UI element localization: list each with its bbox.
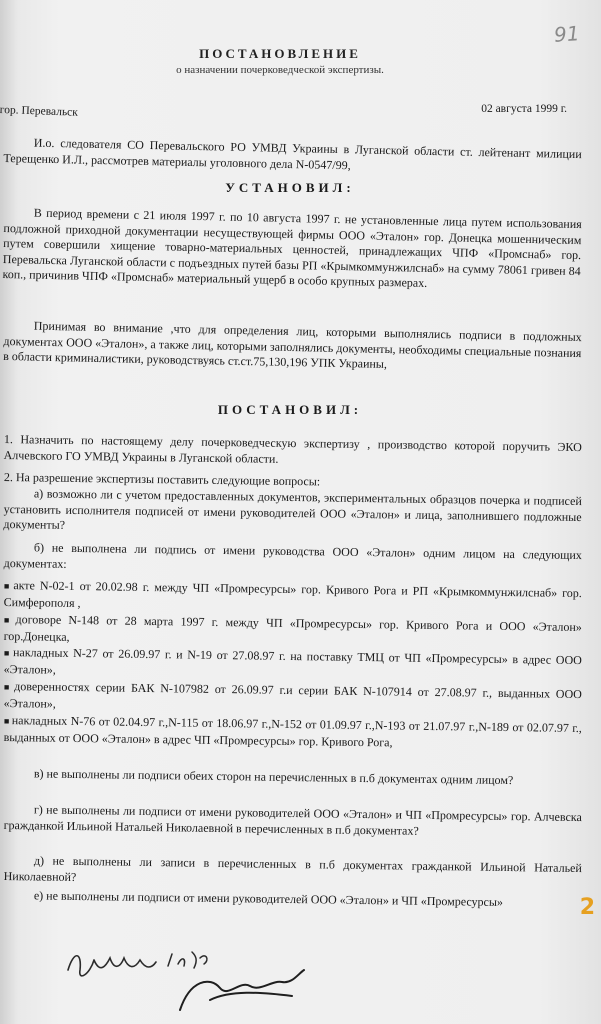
handwritten-signature: [60, 930, 320, 1020]
heading-resolved: ПОСТАНОВИЛ:: [217, 402, 363, 417]
established-paragraph-1: В период времени с 21 июля 1997 г. по 10 августа 1997 г. не установленные лица путем использования подложной приходной документации несуществующей фирмы ООО «Эталон» гор. Донецка мошенническим путем совершили хищение товарно-материальных ценностей, принадлежащих ЧПФ «Промснаб» гор. Перевальска Луганской области с подъездных путей базы РП «Крымкоммунжилснаб» на сумму 78061 гривен 84 коп., причинив ЧПФ «Промснаб» материальный ущерб в особо крупных размерах.: [2, 205, 582, 290]
document-date: 02 августа 1999 г.: [481, 103, 567, 115]
document-list-item-3: ■ накладных N-27 от 26.09.97 г. и N-19 от 27.08.97 г. на поставку ТМЦ от ЧП «Промресурсы» в адрес ООО «Эталон»,: [4, 645, 582, 685]
question-e: е) не выполнены ли подписи от имени руководителей ООО «Эталон» и ЧП «Промресурсы»: [33, 888, 504, 909]
established-paragraph-2: Принимая во внимание ,что для определения лиц, которыми выполнялись подписи в подложных документах ООО «Эталон», а также лиц, которыми заполнялись документы, необходимы специальные познания в области криминалистики, руководствуясь ст.ст.75,130,196 УПК Украины,: [3, 318, 582, 372]
document-list-item-1: ■ акте N-02-1 от 20.02.98 г. между ЧП «Промресурсы» гор. Кривого Рога и РП «Крымкоммунжилснаб» гор. Симферополя ,: [4, 578, 582, 618]
intro-paragraph: И.о. следователя СО Перевальского РО УМВД Украины в Луганской области ст. лейтенант милиции Терещенко И.Л., рассмотрев материалы уголовного дела N-0547/99,: [3, 135, 582, 172]
place-of-issue: гор. Перевальск: [0, 104, 79, 119]
document-title: ПОСТАНОВЛЕНИЕ: [199, 46, 361, 61]
document-list-item-5: ■ накладных N-76 от 02.04.97 г.,N-115 от 18.06.97 г.,N-152 от 01.09.97 г.,N-193 от 21.07.97 г.,N-189 от 02.07.97 г., выданных от ООО «Эталон» в адрес ЧП «Промресурсы» гор. Кривого Рога,: [4, 713, 582, 753]
margin-mark: 2: [579, 895, 595, 920]
question-g: г) не выполнены ли подписи от имени руководителей ООО «Эталон» и ЧП «Промресурсы» гор. Алчевска гражданкой Ильиной Натальей Николаевной в перечисленных в п.б документах?: [3, 802, 582, 838]
document-list-item-2: ■ договоре N-148 от 28 марта 1997 г. между ЧП «Промресурсы» гор. Кривого Рога и ООО «Эталон» гор.Донецка,: [4, 612, 582, 652]
document-subtitle: о назначении почерковедческой экспертизы.: [176, 64, 384, 76]
page-number: 91: [552, 21, 580, 47]
document-list-item-4: ■ доверенностях серии БАК N-107982 от 26.09.97 г.и серии БАК N-107914 от 27.08.97 г., выданных ООО «Эталон»,: [4, 679, 582, 719]
question-b: б) не выполнена ли подпись от имени руководства ООО «Эталон» одним лицом на следующих документах:: [3, 540, 582, 571]
item-1: 1. Назначить по настоящему делу почерковедческую экспертизу , производство которой поручить ЭКО Алчевского ГО УМВД Украины в Луганской области.: [3, 432, 582, 466]
question-d: д) не выполнены ли записи в перечисленных в п.б документах гражданкой Ильиной Натальей Николаевной?: [3, 853, 582, 884]
item-2: 2. На разрешение экспертизы поставить следующие вопросы:: [3, 470, 321, 489]
heading-established: УСТАНОВИЛ:: [225, 180, 355, 195]
question-a: а) возможно ли с учетом предоставленных документов, экспериментальных образцов почерка и подписей установить исполнителя подписей от имени руководителей ООО «Эталон» и лица, заполнившего подложные документы?: [3, 486, 582, 532]
question-v: в) не выполнены ли подписи обеих сторон на перечисленных в п.б документах одним лицом?: [33, 766, 514, 788]
